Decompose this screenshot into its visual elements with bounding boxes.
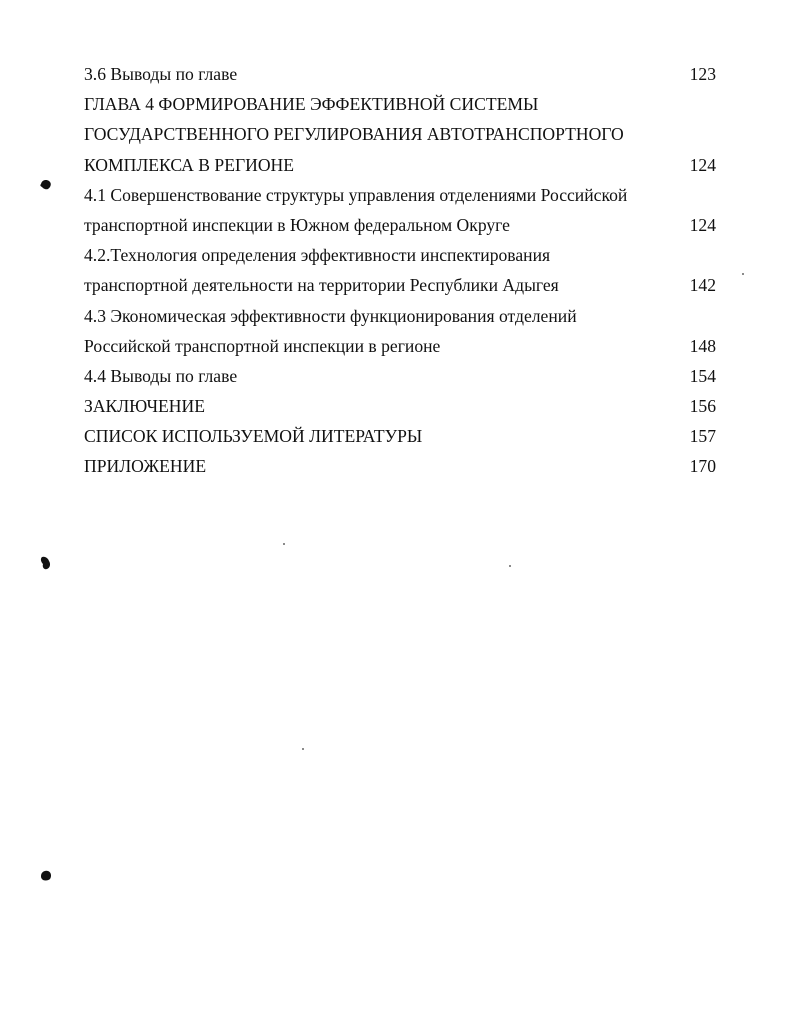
- toc-entry-title: СПИСОК ИСПОЛЬЗУЕМОЙ ЛИТЕРАТУРЫ: [84, 426, 423, 447]
- toc-entry: [84, 59, 716, 89]
- toc-entry: [84, 301, 716, 331]
- scan-speck: [509, 565, 511, 567]
- toc-entry-page: 142: [689, 275, 716, 296]
- toc-entry-title: ЗАКЛЮЧЕНИЕ: [84, 396, 205, 417]
- toc-entry-page: 154: [689, 365, 716, 386]
- toc-entry: [84, 119, 716, 149]
- toc-entry-title: 4.4 Выводы по главе: [84, 365, 238, 386]
- toc-entry-title: 3.6 Выводы по главе: [84, 64, 238, 84]
- toc-entry: [84, 89, 716, 119]
- toc-entry-page: 123: [689, 64, 716, 84]
- table-of-contents: [84, 59, 716, 482]
- toc-entry: [84, 150, 716, 180]
- toc-entry: [84, 210, 716, 240]
- toc-entry-title: 4.3 Экономическая эффективности функционирования отделений: [84, 305, 577, 326]
- toc-entry-title: 4.1 Совершенствование структуры управления отделениями Российской: [84, 184, 628, 205]
- toc-entry-page: 156: [689, 396, 716, 417]
- toc-entry: [84, 270, 716, 300]
- toc-entry-page: 124: [689, 214, 716, 235]
- toc-entry: [84, 421, 716, 451]
- toc-entry-title: Российской транспортной инспекции в регионе: [84, 335, 441, 356]
- scan-speck: [283, 543, 285, 545]
- toc-entry: [84, 331, 716, 361]
- toc-entry-page: 170: [689, 456, 716, 477]
- toc-entry: [84, 361, 716, 391]
- scan-speck: [302, 748, 304, 750]
- toc-entry-title: ПРИЛОЖЕНИЕ: [84, 456, 207, 477]
- toc-entry-page: 148: [689, 335, 716, 356]
- scan-smudge-mark: [40, 870, 52, 881]
- scan-speck: [742, 273, 744, 275]
- scan-smudge-mark: [40, 179, 52, 190]
- toc-entry-page: 124: [689, 154, 716, 175]
- toc-entry: [84, 180, 716, 210]
- scan-smudge-mark: [40, 556, 52, 570]
- toc-entry: [84, 240, 716, 270]
- toc-entry-title: КОМПЛЕКСА В РЕГИОНЕ: [84, 154, 294, 175]
- toc-entry-title: транспортной деятельности на территории Республики Адыгея: [84, 275, 559, 296]
- toc-entry-title: ГОСУДАРСТВЕННОГО РЕГУЛИРОВАНИЯ АВТОТРАНСПОРТНОГО: [84, 124, 624, 145]
- toc-entry-title: ГЛАВА 4 ФОРМИРОВАНИЕ ЭФФЕКТИВНОЙ СИСТЕМЫ: [84, 94, 539, 115]
- toc-entry: [84, 451, 716, 481]
- toc-entry: [84, 391, 716, 421]
- toc-entry-title: 4.2.Технология определения эффективности инспектирования: [84, 245, 551, 266]
- toc-entry-title: транспортной инспекции в Южном федеральном Округе: [84, 214, 510, 235]
- toc-entry-page: 157: [689, 426, 716, 447]
